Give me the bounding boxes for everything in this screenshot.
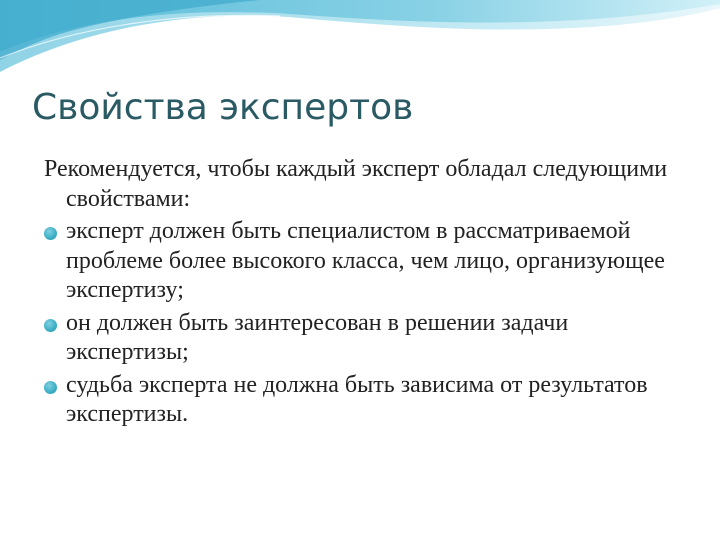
slide-title: Свойства экспертов <box>32 87 414 128</box>
bullet-item-expert-interested <box>44 309 694 368</box>
bullet-text: эксперт должен быть специалистом в рассматриваемой проблеме более высокого класса, чем лицо, организующее экспертизу; <box>66 218 665 303</box>
intro-paragraph: Рекомендуется, чтобы каждый эксперт обладал следующими свойствами: <box>44 156 668 212</box>
slide-body <box>44 155 694 433</box>
bullet-item-expert-specialist <box>44 217 694 306</box>
bullet-item-expert-independent <box>44 371 694 430</box>
bullet-list <box>44 217 694 430</box>
bullet-dot-icon <box>44 227 57 240</box>
header-wave-decoration <box>0 0 720 90</box>
bullet-dot-icon <box>44 319 57 332</box>
bullet-text: судьба эксперта не должна быть зависима от результатов экспертизы. <box>66 371 648 427</box>
bullet-text: он должен быть заинтересован в решении задачи экспертизы; <box>66 309 569 365</box>
bullet-dot-icon <box>44 381 57 394</box>
